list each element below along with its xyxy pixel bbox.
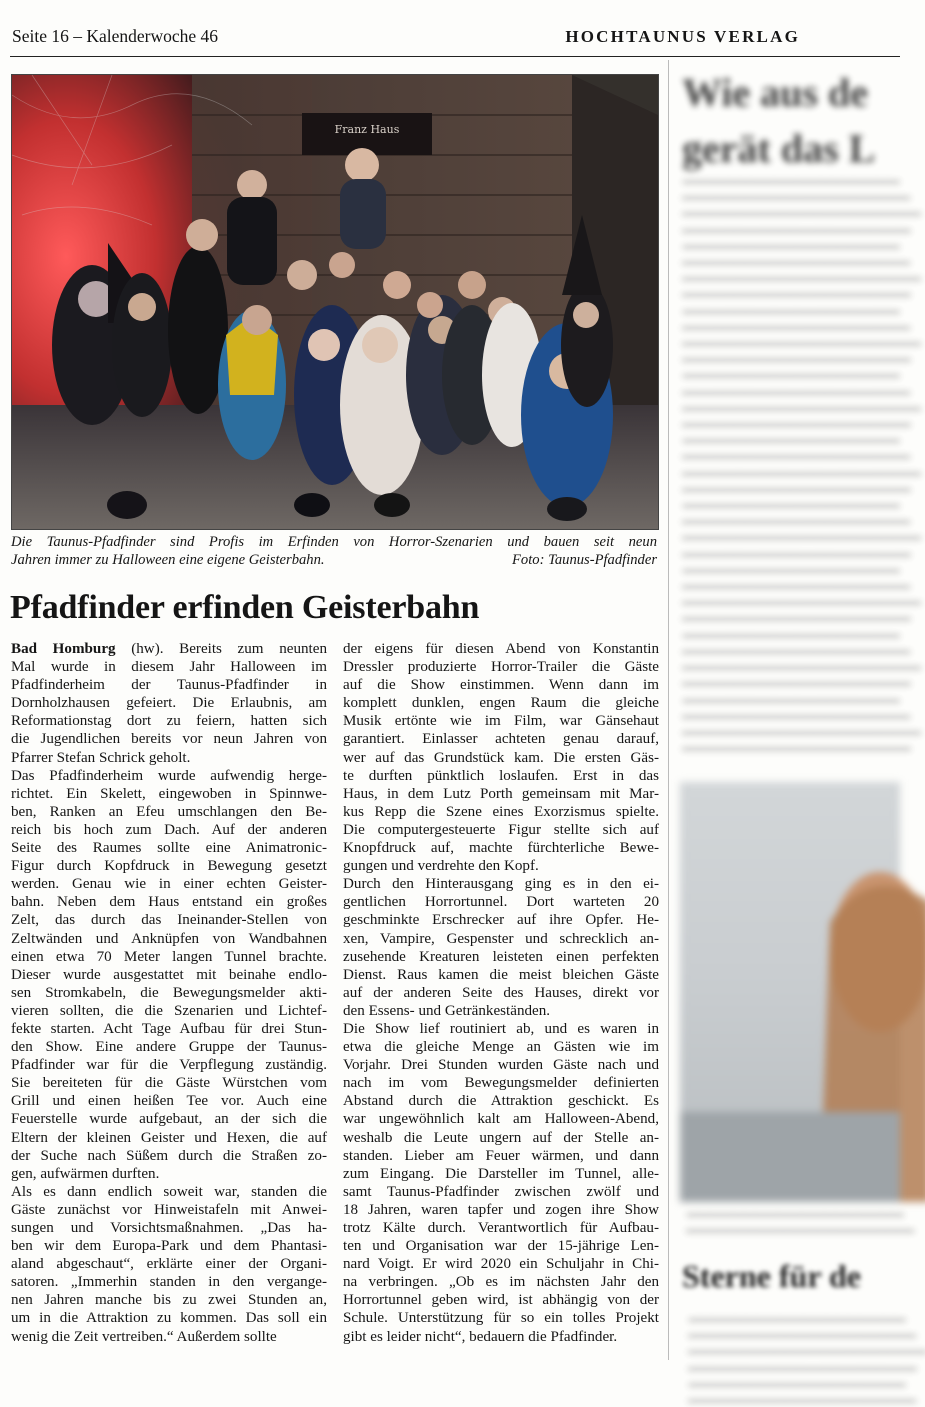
article-line: reich bis hoch zum Dach. Auf der anderen bbox=[11, 821, 327, 838]
caption-line-1: Die Taunus-Pfadfinder sind Profis im Erfinden von Horror-Szenarien und bauen seit neun bbox=[11, 534, 657, 550]
neighbor-photo-caption bbox=[680, 1205, 913, 1237]
blurred-line: ▬▬▬ ▬▬▬▬ ▬▬ ▬▬ ▬▬▬▬▬ ▬▬▬ bbox=[682, 431, 898, 447]
article-line: Bad Homburg (hw). Bereits zum neunten bbox=[11, 641, 327, 657]
blurred-line: ▬▬▬▬ ▬▬ ▬▬▬▬ ▬▬▬ ▬▬▬ ▬▬▬▬▬ bbox=[682, 269, 920, 285]
blurred-line: ▬▬ ▬▬▬▬▬ ▬▬▬ ▬▬▬▬ ▬▬ ▬▬▬▬ bbox=[682, 641, 909, 657]
blurred-line: ▬▬▬ ▬▬▬ ▬▬▬▬▬ ▬▬▬ ▬▬▬▬ ▬▬ bbox=[682, 479, 909, 495]
neighbor-headline-line-1: Wie aus de bbox=[682, 70, 868, 115]
photo-caption bbox=[11, 534, 657, 569]
article-line: der eigens für diesen Abend von Konstantin bbox=[343, 641, 659, 657]
neighbor-headline-line-2: gerät das L bbox=[682, 126, 876, 171]
article-line: Durch den Hinterausgang ging es in den ei- bbox=[343, 876, 659, 893]
caption-line-2: Jahren immer zu Halloween eine eigene Geisterbahn. bbox=[11, 551, 325, 568]
article-line: Dressler produzierte Horror-Trailer die Gäste bbox=[343, 659, 659, 676]
blurred-line: ▬▬▬ ▬▬▬ ▬▬▬▬▬ ▬▬▬ ▬▬▬▬ ▬▬ bbox=[688, 1358, 915, 1374]
blurred-line: ▬▬▬▬ ▬▬ ▬▬▬▬ ▬▬▬ ▬▬▬ ▬▬▬▬▬ bbox=[682, 463, 920, 479]
article-line: Pfarrer Stefan Schrick geholt. bbox=[11, 749, 191, 766]
house-sign-text: Franz Haus bbox=[334, 123, 400, 136]
article-column-1 bbox=[11, 640, 327, 1346]
article-line: na verbringen. „Ob es im nächsten Jahr den bbox=[343, 1274, 659, 1291]
article-line: te durften pünktlich loslaufen. Erst in das bbox=[343, 767, 659, 784]
article-line: Pfadfinder war für die Verpflegung zuständig. bbox=[11, 1057, 327, 1074]
blurred-line: ▬▬▬▬ ▬▬ ▬▬▬▬ ▬▬▬ ▬▬▬ ▬▬▬▬▬ bbox=[682, 593, 920, 609]
blurred-line: ▬▬▬▬ ▬▬ ▬▬▬▬ ▬▬▬ ▬▬▬ ▬▬▬▬▬ bbox=[682, 334, 920, 350]
blurred-line: ▬▬▬ ▬▬▬▬ ▬▬ ▬▬ ▬▬▬▬▬ ▬▬▬ bbox=[682, 560, 898, 576]
page-header bbox=[10, 22, 900, 57]
article-line: Die computergesteuerte Figur stellte sich auf bbox=[343, 821, 659, 838]
blurred-line: ▬▬ ▬▬▬▬▬ ▬▬▬ ▬▬▬▬ ▬▬ ▬▬▬▬ bbox=[688, 1391, 915, 1407]
blurred-line: ▬▬▬ ▬▬▬▬ ▬▬ ▬▬ ▬▬▬▬▬ ▬▬▬ bbox=[682, 690, 898, 706]
article-line: auf der anderen Seite des Hauses, direkt vor bbox=[343, 984, 659, 1001]
article-line: 18 Jahren, waren tapfer und zogen ihre Show bbox=[343, 1201, 659, 1218]
article-line: um in die Attraktion zu kommen. Das soll ein bbox=[11, 1310, 327, 1327]
article-line: bahn. Neben dem Haus entstand ein großes bbox=[11, 894, 327, 911]
blurred-line: ▬▬▬▬ ▬▬ ▬▬▬▬ ▬▬▬ ▬▬▬ ▬▬▬▬▬ bbox=[682, 658, 920, 674]
blurred-line: ▬▬ ▬▬▬▬▬ ▬▬▬ ▬▬▬▬ ▬▬ ▬▬▬▬ bbox=[682, 577, 909, 593]
article-line: die Jugendlichen bereits vor neun Jahren von bbox=[11, 731, 327, 748]
blurred-line: ▬▬▬▬ ▬▬ ▬▬▬▬ ▬▬▬ ▬▬▬ ▬▬▬▬▬ bbox=[682, 398, 920, 414]
article-line: vieren sollten, die die Szenarien und Lichtef- bbox=[11, 1002, 327, 1019]
blurred-line: ▬▬▬ ▬▬▬ ▬▬▬▬▬ ▬▬▬ ▬▬▬▬ ▬▬ bbox=[682, 609, 909, 625]
article-line: wer auf das Grundstück kam. Die ersten Gäs- bbox=[343, 749, 659, 766]
blurred-line: ▬▬▬ ▬▬▬ ▬▬▬▬▬ ▬▬▬ ▬▬▬▬ ▬▬ bbox=[682, 350, 909, 366]
blurred-line: ▬▬▬▬ ▬▬ ▬▬▬▬ ▬▬▬ ▬▬▬ ▬▬▬▬▬ bbox=[682, 204, 920, 220]
article-line: Schule. Unterstützung für so ein tolles Projekt bbox=[343, 1310, 659, 1327]
article-line: geschminkte Erschrecker auf ihre Opfer. He- bbox=[343, 912, 659, 929]
blurred-line: ▬▬ ▬▬▬▬▬ ▬▬▬ ▬▬▬▬ ▬▬ ▬▬▬▬ bbox=[688, 1326, 915, 1342]
article-line: gibt es leider nicht“, bedauern die Pfadfinder. bbox=[343, 1328, 618, 1345]
article-line: Als es dann endlich soweit war, standen die bbox=[11, 1183, 327, 1200]
article-line: sungen und Vorsichtsmaßnahmen. „Das ha- bbox=[11, 1220, 327, 1236]
article-line: Pfadfinderheim der Taunus-Pfadfinder in bbox=[11, 677, 327, 694]
article-line: Dieser wurde ausgestattet mit beinahe endlo- bbox=[11, 966, 327, 983]
article-line: ben wir dem Europa-Park und dem Phantasi- bbox=[11, 1238, 327, 1255]
article-line: sen Stromkabeln, die Bewegungsmelder akti- bbox=[11, 984, 327, 1001]
article-line: Musik ertönte wie im Film, war Gänsehaut bbox=[343, 713, 659, 730]
article-line: war ungewöhnlich kalt am Halloween-Abend, bbox=[343, 1111, 659, 1128]
article-line: nard Voigt. Er wird 2020 ein Schuljahr in Chi- bbox=[343, 1256, 659, 1273]
blurred-line: ▬▬▬ ▬▬▬▬ ▬▬ ▬▬ ▬▬▬▬▬ ▬▬▬ bbox=[682, 301, 898, 317]
article-line: komplett dunklen, engen Raum die gleiche bbox=[343, 695, 659, 712]
article-line: Reformationstag dort zu feiern, hatten sich bbox=[11, 713, 327, 730]
neighbor-blurred-text-2 bbox=[682, 1310, 925, 1407]
article-line: zusehende Kreaturen leisteten einen perfekten bbox=[343, 948, 659, 965]
article-line: gen, aufwärmen durften. bbox=[11, 1165, 160, 1182]
blurred-line: ▬▬▬ ▬▬▬▬ ▬▬ ▬▬ ▬▬▬▬▬ ▬▬▬ bbox=[686, 1205, 902, 1220]
article-line: kus Repp die Szene eines Exorzismus spielte. bbox=[343, 803, 659, 820]
article-column-2 bbox=[343, 640, 659, 1346]
article-headline: Pfadfinder erfinden Geisterbahn bbox=[10, 589, 480, 626]
article-line: Zeltwänden und Anknüpfen von Wandbahnen bbox=[11, 930, 327, 947]
article-line: Knopfdruck auf, machte fürchterliche Bewe- bbox=[343, 840, 659, 857]
blurred-line: ▬▬▬ ▬▬▬ ▬▬▬▬▬ ▬▬▬ ▬▬▬▬ ▬▬ bbox=[682, 544, 909, 560]
blurred-line: ▬▬ ▬▬▬▬▬ ▬▬▬ ▬▬▬▬ ▬▬ ▬▬▬▬ bbox=[682, 706, 909, 722]
blurred-line: ▬▬▬▬ ▬▬ ▬▬▬▬ ▬▬▬ ▬▬▬ ▬▬▬▬▬ bbox=[682, 528, 920, 544]
blurred-line: ▬▬▬ ▬▬▬ ▬▬▬▬▬ ▬▬▬ ▬▬▬▬ ▬▬ bbox=[682, 415, 909, 431]
blurred-line: ▬▬▬ ▬▬▬▬ ▬▬ ▬▬ ▬▬▬▬▬ ▬▬▬ bbox=[682, 625, 898, 641]
article-line: ben, Ranken an Efeu umschlangen den Be- bbox=[11, 803, 327, 820]
article-line: wenig die Zeit vertreiben.“ Außerdem sollte bbox=[11, 1328, 277, 1345]
blurred-line: ▬▬▬ ▬▬▬▬ ▬▬ ▬▬ ▬▬▬▬▬ ▬▬▬ bbox=[682, 366, 898, 382]
neighbor-photo bbox=[680, 782, 900, 1202]
article-line: Sie bereiteten für die Gäste Würstchen vom bbox=[11, 1075, 327, 1092]
article-line: den Essens- und Getränkeständen. bbox=[343, 1002, 551, 1019]
blurred-line: ▬▬▬ ▬▬▬▬ ▬▬ ▬▬ ▬▬▬▬▬ ▬▬▬ bbox=[688, 1310, 904, 1325]
blurred-line: ▬▬▬ ▬▬▬▬ ▬▬ ▬▬ ▬▬▬▬▬ ▬▬▬ bbox=[682, 236, 898, 252]
article-line: fekte starten. Acht Tage Aufbau für drei Stun- bbox=[11, 1020, 327, 1037]
article-line: trotz Kälte durch. Verantwortlich für Aufbau- bbox=[343, 1220, 659, 1236]
blurred-line: ▬▬ ▬▬▬▬▬ ▬▬▬ ▬▬▬▬ ▬▬ ▬▬▬▬ bbox=[682, 188, 909, 204]
article-line: werden. Genau wie in einer echten Geister- bbox=[11, 876, 327, 893]
article-line: Horrortunnel geben wird, ist abhängig von der bbox=[343, 1292, 659, 1309]
article-line: Haus, in dem Lutz Porth gemeinsam mit Mar- bbox=[343, 785, 659, 802]
blurred-line: ▬▬ ▬▬▬▬▬ ▬▬▬ ▬▬▬▬ ▬▬ ▬▬▬▬ bbox=[682, 382, 909, 398]
blurred-line: ▬▬ ▬▬▬▬▬ ▬▬▬ ▬▬▬▬ ▬▬ ▬▬▬▬ bbox=[686, 1221, 913, 1237]
article-line: Vorjahr. Drei Stunden wurden Gäste nach und bbox=[343, 1057, 659, 1074]
blurred-line: ▬▬▬ ▬▬▬ ▬▬▬▬▬ ▬▬▬ ▬▬▬▬ ▬▬ bbox=[682, 674, 909, 690]
publisher-name: HOCHTAUNUS VERLAG bbox=[565, 27, 800, 46]
blurred-line: ▬▬▬▬ ▬▬ ▬▬▬▬ ▬▬▬ ▬▬▬ ▬▬▬▬▬ bbox=[682, 722, 920, 738]
blurred-line: ▬▬ ▬▬▬▬▬ ▬▬▬ ▬▬▬▬ ▬▬ ▬▬▬▬ bbox=[682, 317, 909, 333]
column-divider bbox=[668, 60, 669, 1360]
article-line: xen, Vampire, Gespenster und schrecklich an- bbox=[343, 930, 659, 947]
article-line: garantiert. Einlasser achteten genau darauf, bbox=[343, 731, 659, 748]
article-line: Grill und einen heißen Tee vor. Auch eine bbox=[11, 1093, 327, 1110]
article-line: den Show. Eine andere Gruppe der Taunus- bbox=[11, 1039, 327, 1056]
blurred-line: ▬▬▬▬ ▬▬ ▬▬▬▬ ▬▬▬ ▬▬▬ ▬▬▬▬▬ bbox=[688, 1342, 925, 1358]
article-line: Dornholzhausen gefeiert. Die Erlaubnis, am bbox=[11, 695, 327, 712]
article-line: gentlichen Horrortunnel. Dort warteten 20 bbox=[343, 894, 659, 911]
article-line: Eltern der kleinen Geister und Hexen, die auf bbox=[11, 1129, 327, 1146]
blurred-line: ▬▬ ▬▬▬▬▬ ▬▬▬ ▬▬▬▬ ▬▬ ▬▬▬▬ bbox=[682, 512, 909, 528]
article-line: ten und Organisation war der 15-jährige Len- bbox=[343, 1238, 659, 1255]
blurred-line: ▬▬ ▬▬▬▬▬ ▬▬▬ ▬▬▬▬ ▬▬ ▬▬▬▬ bbox=[682, 447, 909, 463]
photo-credit: Foto: Taunus-Pfadfinder bbox=[512, 551, 657, 568]
article-line: nach im vom Bewegungsmelder definierten bbox=[343, 1075, 659, 1092]
article-line: Dienst. Raus kamen die meist bleichen Gäste bbox=[343, 966, 659, 983]
blurred-line: ▬▬▬ ▬▬▬▬ ▬▬ ▬▬ ▬▬▬▬▬ ▬▬▬ bbox=[682, 172, 898, 187]
blurred-line: ▬▬▬ ▬▬▬ ▬▬▬▬▬ ▬▬▬ ▬▬▬▬ ▬▬ bbox=[682, 285, 909, 301]
neighbor-headline-2: Sterne für de bbox=[682, 1258, 861, 1294]
article-line: Das Pfadfinderheim wurde aufwendig herge- bbox=[11, 767, 327, 784]
article-line: standen. Lieber am Feuer wärmen, und dann bbox=[343, 1147, 659, 1164]
article-line: Feuerstelle wurde aufgebaut, an der sich die bbox=[11, 1111, 327, 1128]
article-line: nen Jahren manche bis zu zwei Stunden an, bbox=[11, 1292, 327, 1309]
article-line: samt Taunus-Pfadfinder zwischen zwölf und bbox=[343, 1183, 659, 1200]
blurred-line: ▬▬▬ ▬▬▬▬ ▬▬ ▬▬ ▬▬▬▬▬ ▬▬▬ bbox=[682, 496, 898, 512]
article-line: satoren. „Immerhin standen in den vergange- bbox=[11, 1274, 327, 1291]
article-line: Mal wurde in diesem Jahr Halloween im bbox=[11, 659, 327, 676]
article-line: weshalb die Leute ungern auf der Stelle an- bbox=[343, 1129, 659, 1146]
article-line: aland abgeschaut“, erklärte einer der Organi- bbox=[11, 1256, 327, 1273]
page-label: Seite 16 – Kalenderwoche 46 bbox=[12, 26, 219, 46]
article-line: Die Show lief routiniert ab, und es waren in bbox=[343, 1020, 659, 1037]
article-line: richtet. Ein Skelett, eingewoben in Spinnwe- bbox=[11, 785, 327, 802]
article-line: Zelt, das durch das Ineinander-Stellen von bbox=[11, 912, 327, 929]
article-line: Abstand durch die Attraktion geschickt. Es bbox=[343, 1093, 659, 1110]
neighbor-blurred-text bbox=[676, 172, 920, 755]
neighbor-article bbox=[676, 60, 925, 1407]
blurred-line: ▬▬ ▬▬▬▬▬ ▬▬▬ ▬▬▬▬ ▬▬ ▬▬▬▬ bbox=[682, 253, 909, 269]
article-line: einen etwa 70 Meter langen Tunnel brachte. bbox=[11, 948, 327, 965]
article-photo bbox=[11, 74, 659, 530]
article-line: zum Eingang. Die Darsteller im Tunnel, alle- bbox=[343, 1165, 659, 1182]
article-line: etwa die gleiche Menge an Gästen wie im bbox=[343, 1039, 659, 1056]
article-line: Gäste zunächst vor Hinweistafeln mit Anwei- bbox=[11, 1201, 327, 1218]
article-line: Figur durch Kopfdruck in Bewegung gesetzt bbox=[11, 858, 327, 875]
blurred-line: ▬▬▬ ▬▬▬ ▬▬▬▬▬ ▬▬▬ ▬▬▬▬ ▬▬ bbox=[682, 220, 909, 236]
blurred-line: ▬▬▬ ▬▬▬ ▬▬▬▬▬ ▬▬▬ ▬▬▬▬ ▬▬ bbox=[682, 739, 909, 755]
article-line: gungen und verdrehte den Kopf. bbox=[343, 858, 539, 875]
article-line: auf die Show einstimmen. Wenn dann im bbox=[343, 677, 659, 694]
article-line: der Suche nach Süßem durch die Straßen zo- bbox=[11, 1147, 327, 1164]
dateline: Bad Homburg bbox=[11, 641, 116, 657]
blurred-line: ▬▬▬ ▬▬▬▬ ▬▬ ▬▬ ▬▬▬▬▬ ▬▬▬ bbox=[688, 1374, 904, 1390]
article-line: Seite des Raumes sollte eine Animatronic- bbox=[11, 840, 327, 857]
